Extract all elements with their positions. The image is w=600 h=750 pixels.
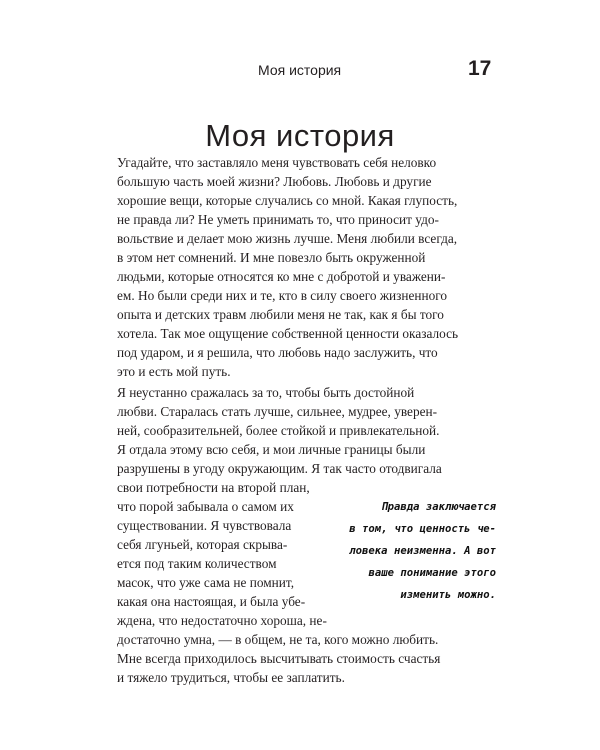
text-line: Я отдала этому всю себя, и мои личные границы были: [117, 442, 426, 457]
text-line: любви. Старалась стать лучше, сильнее, мудрее, уверен-: [117, 404, 438, 419]
text-line: это и есть мой путь.: [117, 364, 231, 379]
text-line: и тяжело трудиться, чтобы ее заплатить.: [117, 670, 345, 685]
pull-quote-line: ловека неизменна. А вот: [349, 545, 496, 557]
pull-quote-line: Правда заключается: [381, 501, 496, 513]
pull-quote-line: ваше понимание этого: [368, 567, 496, 579]
text-line: что порой забывала о самом их: [117, 499, 294, 514]
text-line: Мне всегда приходилось высчитывать стоимость счастья: [117, 651, 441, 666]
text-line: ней, сообразительней, более стойкой и привлекательной.: [117, 423, 440, 438]
text-line: Я неустанно сражалась за то, чтобы быть достойной: [117, 385, 415, 400]
text-line: ется под таким количеством: [117, 556, 277, 571]
text-line: хотела. Так мое ощущение собственной ценности оказалось: [117, 326, 459, 341]
text-line: под ударом, и я решила, что любовь надо заслужить, что: [117, 345, 438, 360]
text-line: ждена, что недостаточно хороша, не-: [117, 613, 327, 628]
text-line: ем. Но были среди них и те, кто в силу своего жизненного: [117, 288, 448, 303]
text-line: масок, что уже сама не помнит,: [117, 575, 295, 590]
text-line: Угадайте, что заставляло меня чувствовать себя неловко: [117, 155, 437, 170]
text-line: вольствие и делает мою жизнь лучше. Меня любили всегда,: [117, 231, 458, 246]
text-line: опыта и детских травм любили меня не так, как я бы того: [117, 307, 444, 322]
text-line: разрушены в угоду окружающим. Я так часто отодвигала: [117, 461, 442, 476]
text-line: не правда ли? Не уметь принимать то, что приносит удо-: [117, 212, 439, 227]
pull-quote: [338, 496, 496, 606]
pull-quote-line: изменить можно.: [400, 589, 496, 601]
text-line: существовании. Я чувствовала: [117, 518, 292, 533]
text-line: в этом нет сомнений. И мне повезло быть окруженной: [117, 250, 426, 265]
text-line: хорошие вещи, которые случались со мной. Какая глупость,: [117, 193, 458, 208]
text-line: себя лгуньей, которая скрыва-: [117, 537, 288, 552]
chapter-title: Моя история: [205, 117, 395, 153]
text-line: людьми, которые относятся ко мне с добротой и уважени-: [117, 269, 446, 284]
text-line: большую часть моей жизни? Любовь. Любовь и другие: [117, 174, 432, 189]
text-line: какая она настоящая, и была убе-: [117, 594, 306, 609]
pull-quote-line: в том, что ценность че-: [349, 523, 496, 535]
text-line: свои потребности на второй план,: [117, 480, 310, 495]
text-line: достаточно умна, — в общем, не та, кого можно любить.: [117, 632, 439, 647]
running-head: Моя история: [258, 62, 342, 78]
page-number: 17: [468, 57, 492, 80]
